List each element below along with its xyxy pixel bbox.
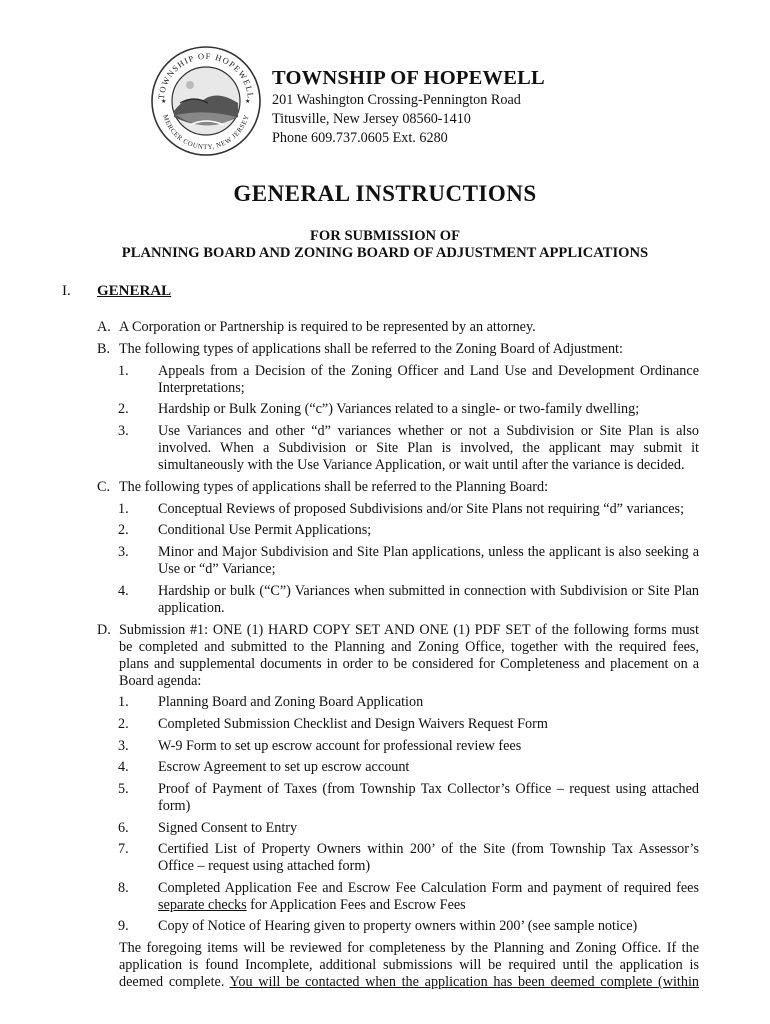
c-item-4-number: 4. bbox=[118, 583, 129, 599]
d-item-4-line-1: Escrow Agreement to set up escrow account bbox=[158, 759, 410, 775]
phone-line: Phone 609.737.0605 Ext. 6280 bbox=[272, 129, 448, 146]
subtitle-line-1: FOR SUBMISSION OF bbox=[309, 228, 460, 244]
d-item-7-number: 7. bbox=[118, 841, 129, 857]
b-item-1-number: 1. bbox=[118, 363, 129, 379]
d-item-8-line-2-rest: for Application Fees and Escrow Fees bbox=[246, 897, 466, 913]
separate-checks-emphasis: separate checks bbox=[158, 897, 247, 913]
address-line-2: Titusville, New Jersey 08560-1410 bbox=[272, 110, 471, 127]
d-item-2-number: 2. bbox=[118, 716, 129, 732]
address-line-1: 201 Washington Crossing-Pennington Road bbox=[272, 92, 521, 109]
c-item-1-line-1: Conceptual Reviews of proposed Subdivisions and/or Site Plans not requiring “d” variances; bbox=[158, 501, 685, 517]
b-item-2-number: 2. bbox=[118, 401, 129, 417]
d-item-1-line-1: Planning Board and Zoning Board Application bbox=[158, 694, 424, 710]
item-c-text: The following types of applications shall be referred to the Planning Board: bbox=[119, 479, 549, 495]
d-item-5-line-1: Proof of Payment of Taxes (from Township Tax Collector’s Office – request using attached bbox=[158, 781, 699, 797]
c-item-2-line-1: Conditional Use Permit Applications; bbox=[158, 522, 372, 538]
d-item-3-number: 3. bbox=[118, 738, 129, 754]
c-item-2-number: 2. bbox=[118, 522, 129, 538]
d-item-9-line-1: Copy of Notice of Hearing given to property owners within 200’ (see sample notice) bbox=[158, 918, 638, 934]
item-c-label: C. bbox=[97, 479, 111, 495]
svg-text:★: ★ bbox=[245, 99, 251, 105]
d-closing-line-2: application is found Incomplete, additional submissions will be required until the application is bbox=[119, 957, 699, 973]
d-item-9-number: 9. bbox=[118, 918, 129, 934]
d-item-4-number: 4. bbox=[118, 759, 129, 775]
d-item-6-line-1: Signed Consent to Entry bbox=[158, 820, 298, 836]
item-d-line-2: be completed and submitted to the Planning and Zoning Office, together with the required fees, bbox=[119, 639, 699, 655]
d-item-8-line-2 bbox=[158, 897, 466, 914]
b-item-3-line-1: Use Variances and other “d” variances whether or not a Subdivision or Site Plan is also bbox=[158, 423, 699, 439]
item-d-line-3: plans and supplemental documents in order to be considered for Completeness and placement on a bbox=[119, 656, 699, 672]
org-name: TOWNSHIP OF HOPEWELL bbox=[272, 67, 545, 89]
seal-text-bottom: MERCER COUNTY, NEW JERSEY bbox=[161, 113, 251, 152]
b-item-2-line-1: Hardship or Bulk Zoning (“c”) Variances related to a single- or two-family dwelling; bbox=[158, 401, 640, 417]
c-item-4-line-2: application. bbox=[158, 600, 225, 616]
d-closing-line-3-underlined: You will be contacted when the application has been deemed complete (within bbox=[229, 974, 699, 990]
d-item-3-line-1: W-9 Form to set up escrow account for professional review fees bbox=[158, 738, 522, 754]
subtitle-line-2: PLANNING BOARD AND ZONING BOARD OF ADJUSTMENT APPLICATIONS bbox=[121, 245, 649, 261]
d-item-8-line-1: Completed Application Fee and Escrow Fee Calculation Form and payment of required fees bbox=[158, 880, 699, 896]
item-d-line-1: Submission #1: ONE (1) HARD COPY SET AND ONE (1) PDF SET of the following forms must bbox=[119, 622, 699, 638]
item-b-text: The following types of applications shall be referred to the Zoning Board of Adjustment: bbox=[119, 341, 623, 357]
c-item-4-line-1: Hardship or bulk (“C”) Variances when submitted in connection with Subdivision or Site Plan bbox=[158, 583, 699, 599]
d-closing-line-3 bbox=[119, 974, 699, 991]
c-item-1-number: 1. bbox=[118, 501, 129, 517]
b-item-3-line-2: involved. When a Subdivision or Site Plan is involved, the applicant may submit it bbox=[158, 440, 699, 456]
letterhead bbox=[272, 66, 545, 146]
c-item-3-number: 3. bbox=[118, 544, 129, 560]
section-number: I. bbox=[62, 283, 71, 299]
d-item-7-line-2: Office – request using attached form) bbox=[158, 858, 371, 874]
item-a-text: A Corporation or Partnership is required to be represented by an attorney. bbox=[119, 319, 536, 335]
seal-text-top: TOWNSHIP OF HOPEWELL bbox=[155, 50, 257, 100]
d-closing-line-3-plain: deemed complete. bbox=[119, 974, 230, 990]
d-closing-line-1: The foregoing items will be reviewed for completeness by the Planning and Zoning Office. If the bbox=[119, 940, 699, 956]
b-item-3-number: 3. bbox=[118, 423, 129, 439]
d-item-7-line-1: Certified List of Property Owners within 200’ of the Site (from Township Tax Assessor’s bbox=[158, 841, 699, 857]
d-item-5-number: 5. bbox=[118, 781, 129, 797]
section-title: GENERAL bbox=[97, 283, 172, 299]
svg-text:★: ★ bbox=[161, 99, 167, 105]
c-item-3-line-2: Use or “d” Variance; bbox=[158, 561, 276, 577]
b-item-3-line-3: simultaneously with the Use Variance Application, or wait until after the variance is decided. bbox=[158, 457, 685, 473]
item-d-label: D. bbox=[97, 622, 111, 638]
item-a-label: A. bbox=[97, 319, 111, 335]
township-seal-logo bbox=[150, 45, 262, 157]
d-item-6-number: 6. bbox=[118, 820, 129, 836]
item-d-line-4: Board agenda: bbox=[119, 673, 202, 689]
c-item-3-line-1: Minor and Major Subdivision and Site Plan applications, unless the applicant is also seeking a bbox=[158, 544, 699, 560]
b-item-1-line-1: Appeals from a Decision of the Zoning Officer and Land Use and Development Ordinance bbox=[158, 363, 699, 379]
d-item-2-line-1: Completed Submission Checklist and Design Waivers Request Form bbox=[158, 716, 548, 732]
document-title: GENERAL INSTRUCTIONS bbox=[233, 181, 537, 206]
d-item-8-number: 8. bbox=[118, 880, 129, 896]
d-item-5-line-2: form) bbox=[158, 798, 191, 814]
item-b-label: B. bbox=[97, 341, 111, 357]
b-item-1-line-2: Interpretations; bbox=[158, 380, 245, 396]
d-item-1-number: 1. bbox=[118, 694, 129, 710]
